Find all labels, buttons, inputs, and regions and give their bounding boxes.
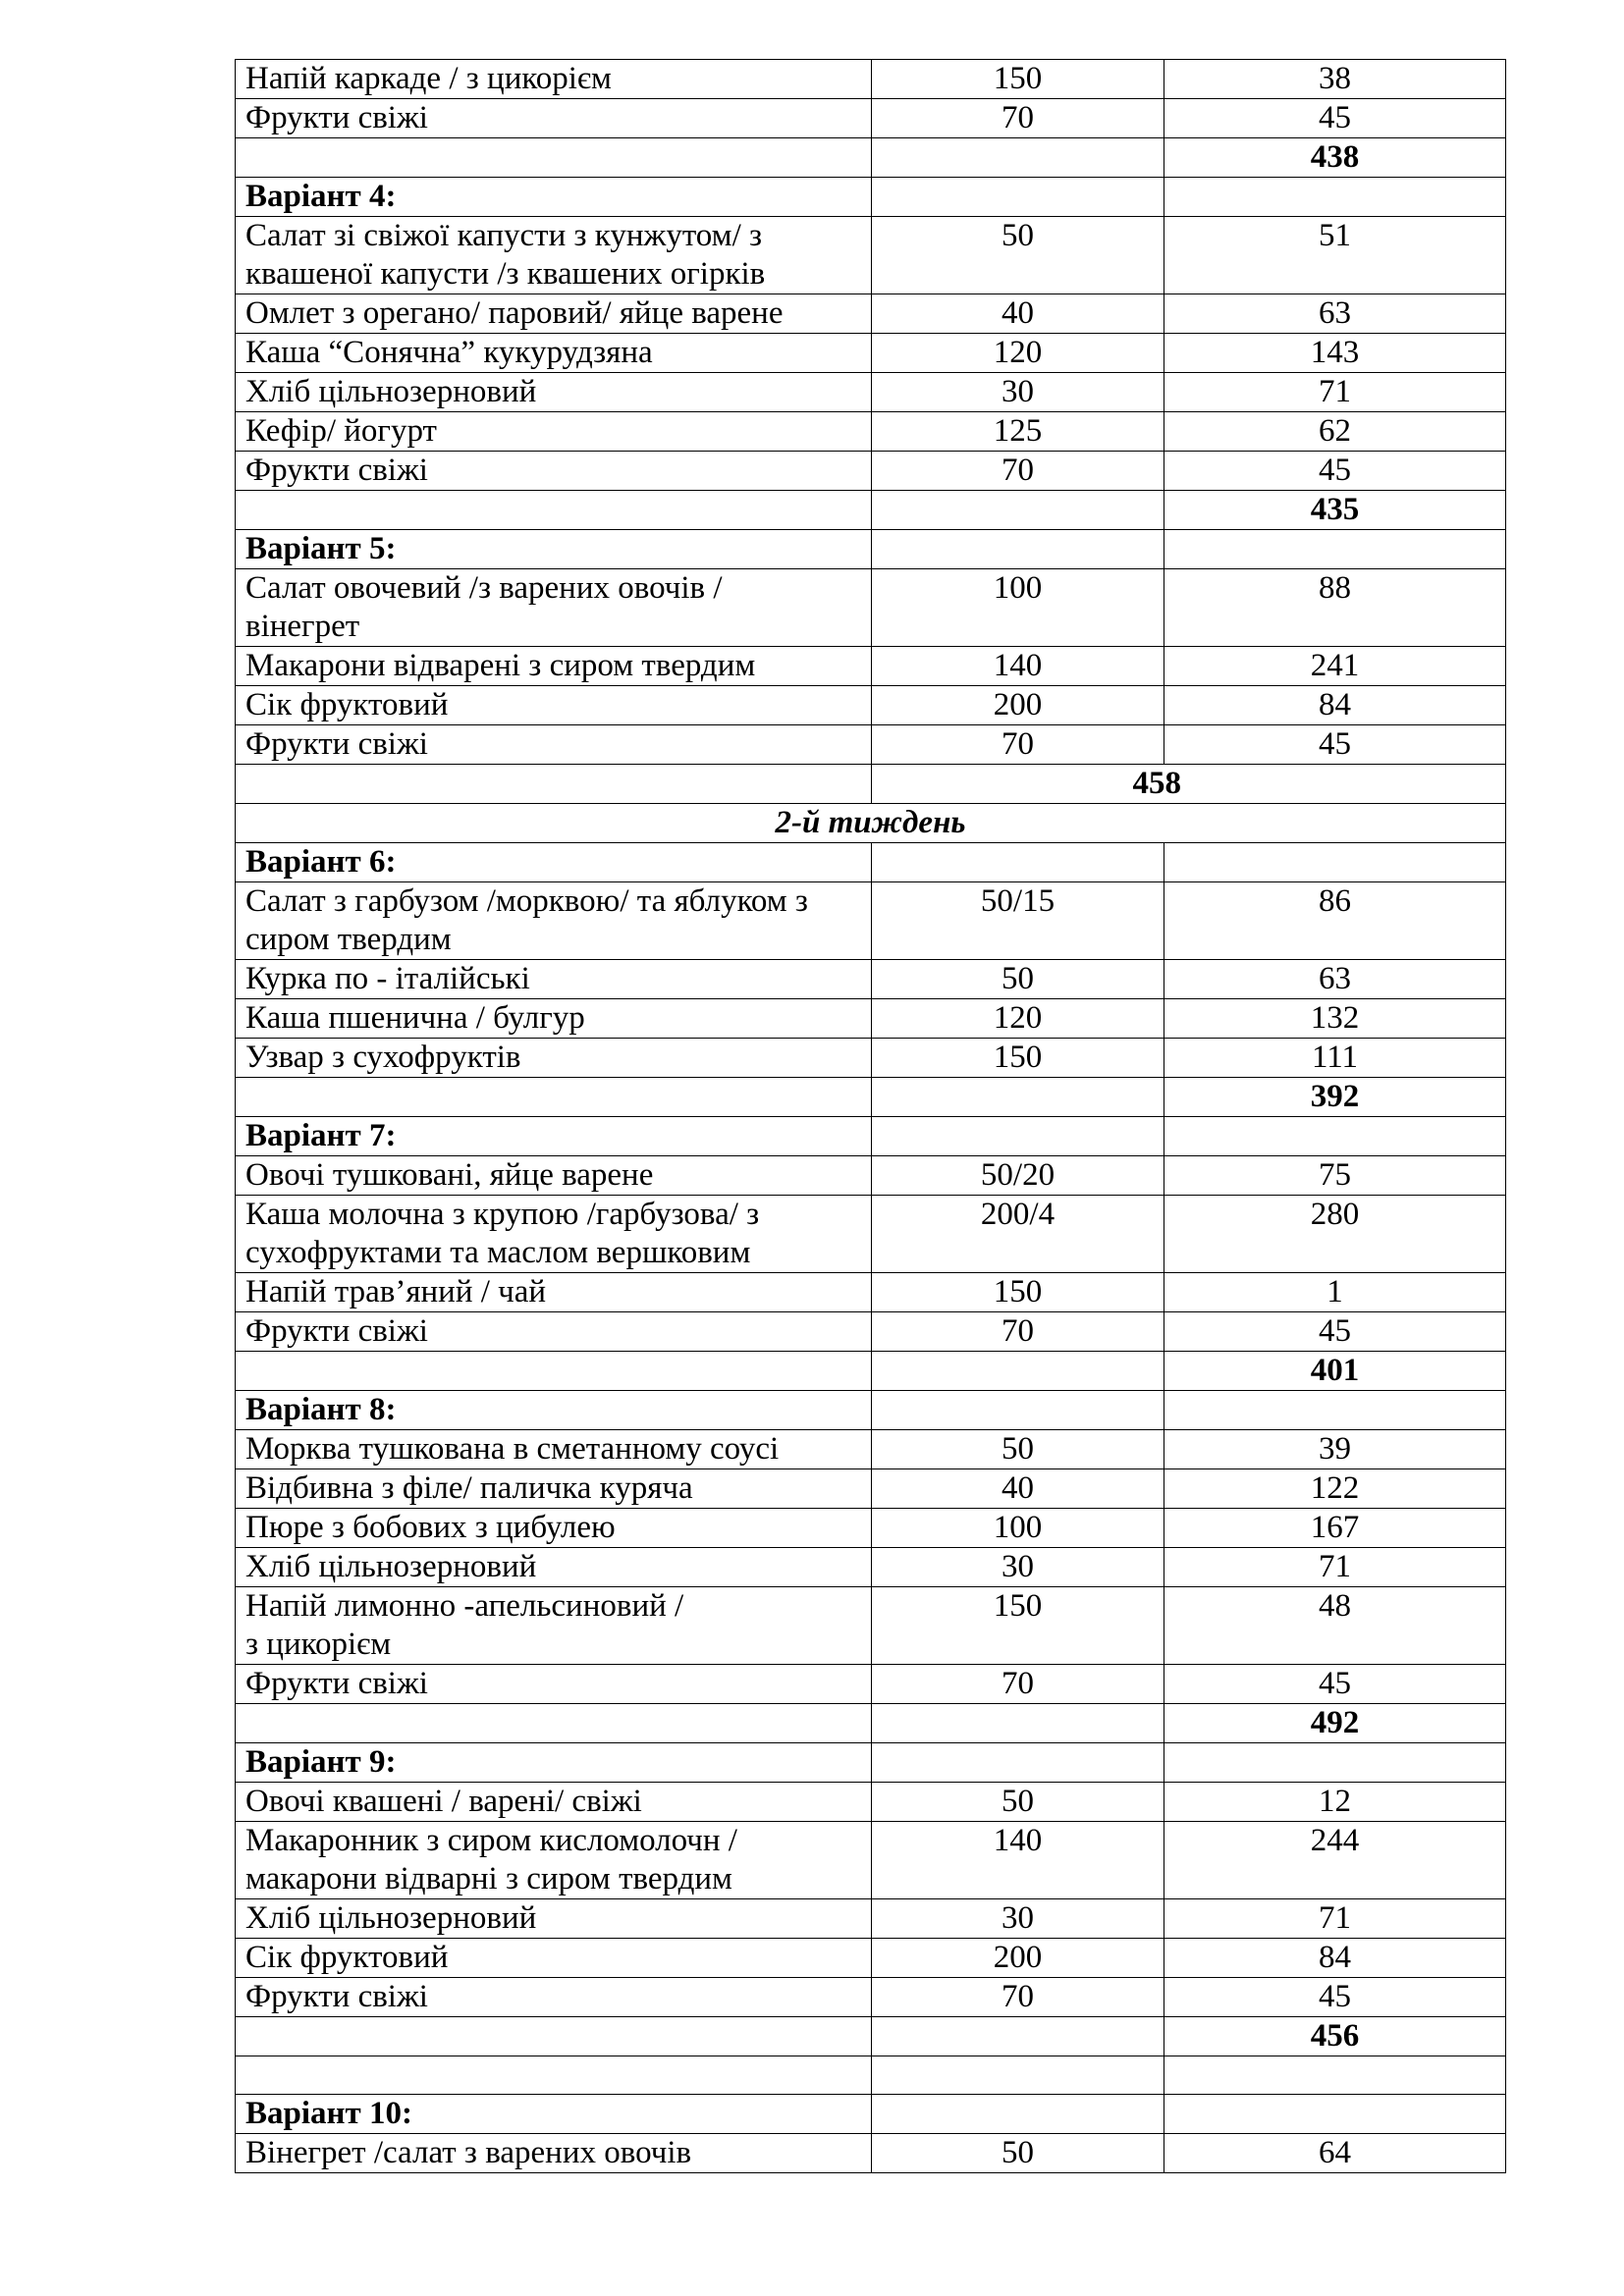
total-calories-cell: 492 bbox=[1164, 1704, 1506, 1743]
empty-cell bbox=[872, 178, 1164, 217]
calories-cell: 88 bbox=[1164, 569, 1506, 647]
dish-name-cell bbox=[236, 1430, 872, 1469]
dish-name-cell bbox=[236, 1196, 872, 1273]
portion-weight-cell: 30 bbox=[872, 1548, 1164, 1587]
empty-cell bbox=[872, 1078, 1164, 1117]
portion-weight-cell: 40 bbox=[872, 1469, 1164, 1509]
dish-name-cell bbox=[236, 334, 872, 373]
portion-weight-cell: 150 bbox=[872, 1587, 1164, 1665]
calories-cell: 1 bbox=[1164, 1273, 1506, 1312]
calories-cell: 71 bbox=[1164, 1899, 1506, 1939]
dish-name-line: Фрукти свіжі bbox=[245, 1666, 428, 1701]
dish-name-line: Пюре з бобових з цибулею bbox=[245, 1510, 616, 1545]
calories-cell: 51 bbox=[1164, 217, 1506, 294]
dish-name-cell bbox=[236, 1312, 872, 1352]
dish-row bbox=[236, 1469, 1506, 1509]
dish-name-cell bbox=[236, 1899, 872, 1939]
dish-name-line: квашеної капусти /з квашених огірків bbox=[245, 256, 766, 292]
menu-table-body bbox=[236, 60, 1506, 2173]
total-row bbox=[236, 491, 1506, 530]
empty-cell bbox=[1164, 178, 1506, 217]
total-calories-cell: 392 bbox=[1164, 1078, 1506, 1117]
dish-row bbox=[236, 1509, 1506, 1548]
portion-weight-cell: 120 bbox=[872, 334, 1164, 373]
total-calories-cell: 458 bbox=[872, 765, 1506, 804]
portion-weight-cell: 125 bbox=[872, 412, 1164, 452]
portion-weight-cell: 40 bbox=[872, 294, 1164, 334]
dish-name-line: Напій трав’яний / чай bbox=[245, 1274, 547, 1309]
dish-row bbox=[236, 1978, 1506, 2017]
dish-name-cell bbox=[236, 294, 872, 334]
variant-row bbox=[236, 530, 1506, 569]
portion-weight-cell: 150 bbox=[872, 1039, 1164, 1078]
dish-row bbox=[236, 1312, 1506, 1352]
variant-row bbox=[236, 1743, 1506, 1783]
calories-cell: 38 bbox=[1164, 60, 1506, 99]
calories-cell: 122 bbox=[1164, 1469, 1506, 1509]
dish-name-cell bbox=[236, 960, 872, 999]
dish-name-cell bbox=[236, 1509, 872, 1548]
dish-row bbox=[236, 1039, 1506, 1078]
calories-cell: 45 bbox=[1164, 725, 1506, 765]
portion-weight-cell: 50 bbox=[872, 1430, 1164, 1469]
dish-name-line: Фрукти свіжі bbox=[245, 1979, 428, 2014]
portion-weight-cell: 30 bbox=[872, 1899, 1164, 1939]
empty-cell bbox=[872, 1743, 1164, 1783]
portion-weight-cell: 150 bbox=[872, 60, 1164, 99]
portion-weight-cell: 200/4 bbox=[872, 1196, 1164, 1273]
variant-label: Варіант 9: bbox=[236, 1743, 872, 1783]
dish-name-cell bbox=[236, 725, 872, 765]
calories-cell: 241 bbox=[1164, 647, 1506, 686]
portion-weight-cell: 140 bbox=[872, 647, 1164, 686]
empty-cell bbox=[872, 1352, 1164, 1391]
dish-name-line: Узвар з сухофруктів bbox=[245, 1040, 521, 1075]
empty-cell bbox=[872, 491, 1164, 530]
variant-row bbox=[236, 2095, 1506, 2134]
dish-name-line: з цикорієм bbox=[245, 1627, 392, 1662]
calories-cell: 45 bbox=[1164, 452, 1506, 491]
empty-cell bbox=[872, 2095, 1164, 2134]
total-calories-cell: 438 bbox=[1164, 138, 1506, 178]
dish-name-line: Овочі тушковані, яйце варене bbox=[245, 1157, 654, 1193]
calories-cell: 12 bbox=[1164, 1783, 1506, 1822]
dish-name-line: вінегрет bbox=[245, 609, 360, 644]
calories-cell: 45 bbox=[1164, 1312, 1506, 1352]
dish-row bbox=[236, 647, 1506, 686]
variant-label: Варіант 7: bbox=[236, 1117, 872, 1156]
calories-cell: 244 bbox=[1164, 1822, 1506, 1899]
dish-name-cell bbox=[236, 1039, 872, 1078]
dish-row bbox=[236, 1783, 1506, 1822]
dish-row bbox=[236, 999, 1506, 1039]
dish-name-line: Відбивна з філе/ паличка куряча bbox=[245, 1470, 693, 1506]
dish-name-line: Фрукти свіжі bbox=[245, 453, 428, 488]
variant-row bbox=[236, 1391, 1506, 1430]
empty-cell bbox=[236, 1704, 872, 1743]
dish-row bbox=[236, 2134, 1506, 2173]
dish-row bbox=[236, 217, 1506, 294]
dish-name-cell bbox=[236, 999, 872, 1039]
dish-name-line: Макарони відварені з сиром твердим bbox=[245, 648, 756, 683]
empty-cell bbox=[236, 1078, 872, 1117]
dish-name-line: Сік фруктовий bbox=[245, 687, 449, 722]
empty-cell bbox=[236, 765, 872, 804]
dish-name-line: Напій каркаде / з цикорієм bbox=[245, 61, 612, 96]
dish-row bbox=[236, 569, 1506, 647]
calories-cell: 132 bbox=[1164, 999, 1506, 1039]
empty-cell bbox=[236, 491, 872, 530]
dish-row bbox=[236, 960, 1506, 999]
menu-table bbox=[235, 59, 1506, 2173]
empty-cell bbox=[872, 1117, 1164, 1156]
calories-cell: 75 bbox=[1164, 1156, 1506, 1196]
dish-name-line: Овочі квашені / варені/ свіжі bbox=[245, 1784, 642, 1819]
dish-name-line: Морква тушкована в сметанному соусі bbox=[245, 1431, 780, 1467]
calories-cell: 64 bbox=[1164, 2134, 1506, 2173]
dish-name-cell bbox=[236, 60, 872, 99]
dish-row bbox=[236, 686, 1506, 725]
empty-cell bbox=[872, 1704, 1164, 1743]
dish-name-cell bbox=[236, 2134, 872, 2173]
dish-row bbox=[236, 1665, 1506, 1704]
calories-cell: 280 bbox=[1164, 1196, 1506, 1273]
empty-cell bbox=[872, 138, 1164, 178]
dish-row bbox=[236, 334, 1506, 373]
variant-row bbox=[236, 1117, 1506, 1156]
total-calories-cell: 435 bbox=[1164, 491, 1506, 530]
portion-weight-cell: 140 bbox=[872, 1822, 1164, 1899]
dish-row bbox=[236, 99, 1506, 138]
dish-name-cell bbox=[236, 1783, 872, 1822]
portion-weight-cell: 30 bbox=[872, 373, 1164, 412]
dish-name-line: Сік фруктовий bbox=[245, 1940, 449, 1975]
total-calories-cell: 401 bbox=[1164, 1352, 1506, 1391]
calories-cell: 71 bbox=[1164, 373, 1506, 412]
variant-label: Варіант 6: bbox=[236, 843, 872, 882]
portion-weight-cell: 70 bbox=[872, 1665, 1164, 1704]
variant-label: Варіант 10: bbox=[236, 2095, 872, 2134]
dish-name-line: Фрукти свіжі bbox=[245, 100, 428, 135]
total-row bbox=[236, 1352, 1506, 1391]
empty-cell bbox=[1164, 2095, 1506, 2134]
empty-cell bbox=[872, 530, 1164, 569]
portion-weight-cell: 100 bbox=[872, 1509, 1164, 1548]
empty-cell bbox=[1164, 1743, 1506, 1783]
calories-cell: 143 bbox=[1164, 334, 1506, 373]
dish-name-cell bbox=[236, 1469, 872, 1509]
dish-name-cell bbox=[236, 647, 872, 686]
dish-name-line: Каша пшенична / булгур bbox=[245, 1000, 585, 1036]
dish-row bbox=[236, 1156, 1506, 1196]
calories-cell: 45 bbox=[1164, 1978, 1506, 2017]
dish-row bbox=[236, 1196, 1506, 1273]
dish-name-line: Хліб цільнозерновий bbox=[245, 1549, 537, 1584]
portion-weight-cell: 200 bbox=[872, 1939, 1164, 1978]
dish-row bbox=[236, 373, 1506, 412]
empty-cell bbox=[236, 1352, 872, 1391]
dish-row bbox=[236, 1822, 1506, 1899]
dish-name-cell bbox=[236, 99, 872, 138]
total-row bbox=[236, 1704, 1506, 1743]
dish-name-cell bbox=[236, 1156, 872, 1196]
calories-cell: 63 bbox=[1164, 294, 1506, 334]
week-row bbox=[236, 804, 1506, 843]
calories-cell: 71 bbox=[1164, 1548, 1506, 1587]
empty-cell bbox=[1164, 1391, 1506, 1430]
empty-cell bbox=[236, 138, 872, 178]
dish-name-line: Фрукти свіжі bbox=[245, 726, 428, 762]
empty-cell bbox=[872, 2056, 1164, 2095]
dish-name-line: Салат овочевий /з варених овочів / bbox=[245, 570, 723, 606]
dish-name-cell bbox=[236, 1548, 872, 1587]
blank-row bbox=[236, 2056, 1506, 2095]
empty-cell bbox=[236, 2056, 872, 2095]
dish-row bbox=[236, 1548, 1506, 1587]
calories-cell: 167 bbox=[1164, 1509, 1506, 1548]
portion-weight-cell: 150 bbox=[872, 1273, 1164, 1312]
dish-name-line: Напій лимонно -апельсиновий / bbox=[245, 1588, 684, 1624]
portion-weight-cell: 70 bbox=[872, 1978, 1164, 2017]
calories-cell: 84 bbox=[1164, 686, 1506, 725]
dish-name-cell bbox=[236, 412, 872, 452]
empty-cell bbox=[1164, 843, 1506, 882]
dish-row bbox=[236, 1430, 1506, 1469]
portion-weight-cell: 50 bbox=[872, 960, 1164, 999]
portion-weight-cell: 70 bbox=[872, 1312, 1164, 1352]
portion-weight-cell: 100 bbox=[872, 569, 1164, 647]
dish-name-cell bbox=[236, 686, 872, 725]
dish-name-cell bbox=[236, 1665, 872, 1704]
total-calories-cell: 456 bbox=[1164, 2017, 1506, 2056]
portion-weight-cell: 70 bbox=[872, 725, 1164, 765]
dish-name-line: Омлет з орегано/ паровий/ яйце варене bbox=[245, 295, 784, 331]
dish-row bbox=[236, 725, 1506, 765]
variant-label: Варіант 8: bbox=[236, 1391, 872, 1430]
portion-weight-cell: 50/15 bbox=[872, 882, 1164, 960]
dish-name-cell bbox=[236, 217, 872, 294]
dish-name-line: Фрукти свіжі bbox=[245, 1313, 428, 1349]
portion-weight-cell: 70 bbox=[872, 99, 1164, 138]
dish-name-cell bbox=[236, 1822, 872, 1899]
dish-name-line: Кефір/ йогурт bbox=[245, 413, 437, 449]
variant-label: Варіант 4: bbox=[236, 178, 872, 217]
calories-cell: 111 bbox=[1164, 1039, 1506, 1078]
empty-cell bbox=[1164, 2056, 1506, 2095]
dish-row bbox=[236, 294, 1506, 334]
dish-name-line: Каша молочна з крупою /гарбузова/ з bbox=[245, 1197, 760, 1232]
calories-cell: 48 bbox=[1164, 1587, 1506, 1665]
empty-cell bbox=[236, 2017, 872, 2056]
dish-name-line: макарони відварні з сиром твердим bbox=[245, 1861, 732, 1896]
week-heading: 2-й тиждень bbox=[236, 804, 1506, 843]
total-row bbox=[236, 765, 1506, 804]
dish-name-line: Курка по - італійські bbox=[245, 961, 530, 996]
variant-row bbox=[236, 843, 1506, 882]
portion-weight-cell: 70 bbox=[872, 452, 1164, 491]
dish-name-cell bbox=[236, 1939, 872, 1978]
dish-name-cell bbox=[236, 882, 872, 960]
empty-cell bbox=[872, 1391, 1164, 1430]
calories-cell: 63 bbox=[1164, 960, 1506, 999]
portion-weight-cell: 50/20 bbox=[872, 1156, 1164, 1196]
calories-cell: 45 bbox=[1164, 99, 1506, 138]
dish-name-cell bbox=[236, 569, 872, 647]
dish-name-line: Хліб цільнозерновий bbox=[245, 1900, 537, 1936]
dish-name-line: Салат зі свіжої капусти з кунжутом/ з bbox=[245, 218, 763, 253]
dish-name-line: Каша “Сонячна” кукурудзяна bbox=[245, 335, 653, 370]
dish-name-line: Вінегрет /салат з варених овочів bbox=[245, 2135, 692, 2170]
dish-row bbox=[236, 1587, 1506, 1665]
dish-name-cell bbox=[236, 452, 872, 491]
dish-name-cell bbox=[236, 373, 872, 412]
dish-name-cell bbox=[236, 1273, 872, 1312]
empty-cell bbox=[1164, 1117, 1506, 1156]
portion-weight-cell: 200 bbox=[872, 686, 1164, 725]
calories-cell: 45 bbox=[1164, 1665, 1506, 1704]
portion-weight-cell: 50 bbox=[872, 2134, 1164, 2173]
dish-row bbox=[236, 1899, 1506, 1939]
variant-row bbox=[236, 178, 1506, 217]
empty-cell bbox=[872, 843, 1164, 882]
dish-row bbox=[236, 1273, 1506, 1312]
total-row bbox=[236, 1078, 1506, 1117]
dish-name-cell bbox=[236, 1978, 872, 2017]
total-row bbox=[236, 2017, 1506, 2056]
portion-weight-cell: 120 bbox=[872, 999, 1164, 1039]
empty-cell bbox=[872, 2017, 1164, 2056]
calories-cell: 84 bbox=[1164, 1939, 1506, 1978]
empty-cell bbox=[1164, 530, 1506, 569]
dish-name-line: сиром твердим bbox=[245, 922, 452, 957]
dish-row bbox=[236, 60, 1506, 99]
calories-cell: 62 bbox=[1164, 412, 1506, 452]
total-row bbox=[236, 138, 1506, 178]
dish-name-cell bbox=[236, 1587, 872, 1665]
portion-weight-cell: 50 bbox=[872, 1783, 1164, 1822]
dish-name-line: Макаронник з сиром кисломолочн / bbox=[245, 1823, 737, 1858]
calories-cell: 39 bbox=[1164, 1430, 1506, 1469]
calories-cell: 86 bbox=[1164, 882, 1506, 960]
dish-row bbox=[236, 412, 1506, 452]
dish-row bbox=[236, 1939, 1506, 1978]
dish-name-line: сухофруктами та маслом вершковим bbox=[245, 1235, 751, 1270]
dish-name-line: Хліб цільнозерновий bbox=[245, 374, 537, 409]
dish-name-line: Салат з гарбузом /морквою/ та яблуком з bbox=[245, 883, 808, 919]
variant-label: Варіант 5: bbox=[236, 530, 872, 569]
portion-weight-cell: 50 bbox=[872, 217, 1164, 294]
dish-row bbox=[236, 452, 1506, 491]
dish-row bbox=[236, 882, 1506, 960]
